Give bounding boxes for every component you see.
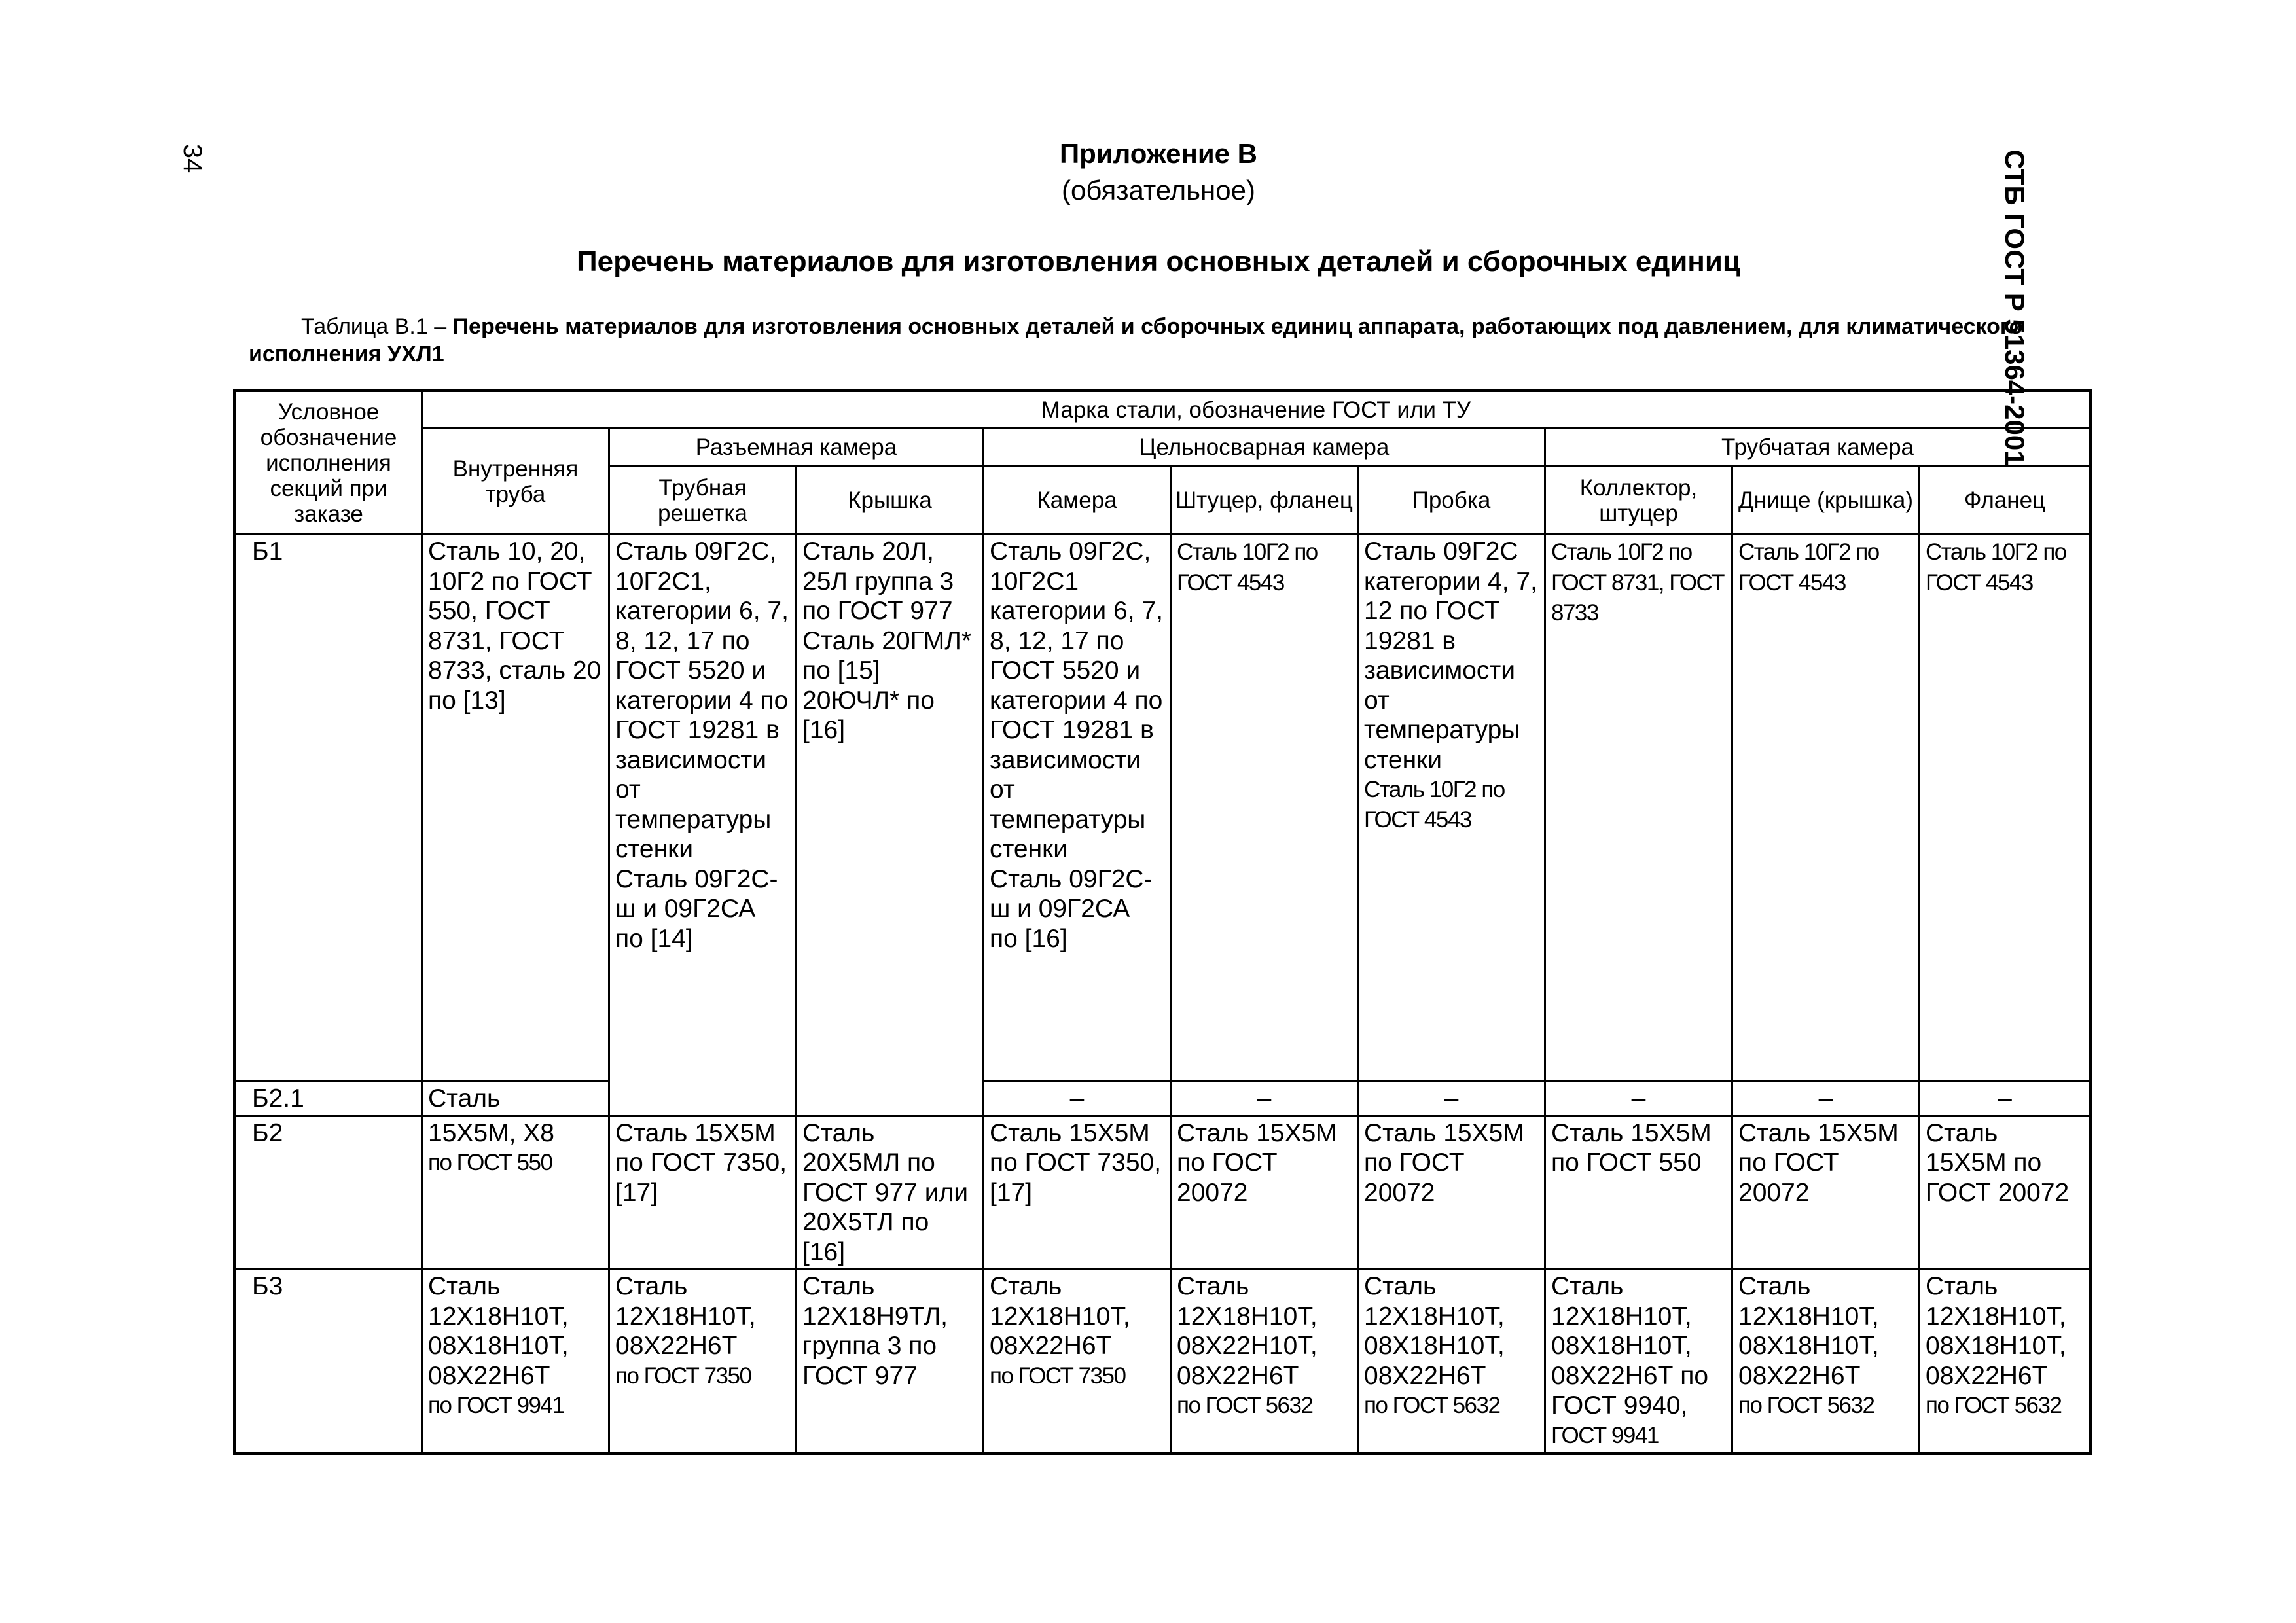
cell-text: Сталь 10Г2 по ГОСТ 8731, ГОСТ 8733 [1551,539,1724,626]
cell-text: Сталь 09Г2С-ш и 09Г2СА по [14] [615,865,778,953]
cell-plug: – [1358,1082,1545,1116]
cell-cover: Сталь 20Х5МЛ по ГОСТ 977 или 20Х5ТЛ по [16] [797,1116,984,1270]
cell-inner-tube: Сталь [422,1082,609,1116]
cell-plug [1358,1270,1545,1454]
cell-chamber [984,535,1171,1082]
header-steel-grade: Марка стали, обозначение ГОСТ или ТУ [422,391,2091,429]
cell-text: Сталь 12Х18Н10Т, 08Х18Н10Т, 08Х22Н6Т [1738,1272,1879,1390]
cell-text: 15Х5М, Х8 [428,1118,554,1147]
cell-chamber: Сталь 15Х5М по ГОСТ 7350, [17] [984,1116,1171,1270]
cell-text: Сталь 20ГМЛ* по [15] 20ЮЧЛ* по [16] [802,626,972,744]
cell-text: Сталь 09Г2С категории 4, 7, 12 по ГОСТ 19281 в зависимости от температуры стенки [1364,537,1537,774]
cell-collector-fitting [1545,1270,1732,1454]
cell-bottom-cover [1732,1270,1920,1454]
cell-cover [797,535,984,1116]
header-plug: Пробка [1358,467,1545,535]
cell-text: Сталь 10Г2 по ГОСТ 4543 [1177,539,1318,596]
cell-fitting-flange: Сталь 15Х5М по ГОСТ 20072 [1171,1116,1358,1270]
table-label: Таблица В.1 – [301,314,453,339]
row-code: Б3 [235,1270,422,1454]
table-caption [249,313,2094,368]
cell-plug: Сталь 15Х5М по ГОСТ 20072 [1358,1116,1545,1270]
section-title: Перечень материалов для изготовления основных деталей и сборочных единиц [577,245,1740,277]
header-fitting-flange: Штуцер, фланец [1171,467,1358,535]
cell-fitting-flange [1171,535,1358,1082]
appendix-status: (обязательное) [1062,175,1255,205]
page-number: 34 [178,143,207,173]
table-row [235,1270,2091,1454]
cell-tube-sheet: Сталь 15Х5М по ГОСТ 7350, [17] [609,1116,797,1270]
cell-text: Сталь 20Л, 25Л группа 3 по ГОСТ 977 [802,537,954,625]
cell-text: по ГОСТ 5632 [1738,1393,1874,1418]
cell-bottom-cover [1732,535,1920,1082]
cell-collector-fitting: Сталь 15Х5М по ГОСТ 550 [1545,1116,1732,1270]
row-code: Б1 [235,535,422,1082]
cell-text: Сталь 12Х18Н10Т, 08Х18Н10Т, 08Х22Н6Т по ГОСТ 9940, [1551,1272,1709,1419]
cell-fitting-flange [1171,1270,1358,1454]
table-row [235,535,2091,1082]
cell-cover: Сталь 12Х18Н9ТЛ, группа 3 по ГОСТ 977 [797,1270,984,1454]
cell-text: по ГОСТ 7350 [990,1363,1126,1389]
header-cover: Крышка [797,467,984,535]
cell-text: Сталь 10Г2 по ГОСТ 4543 [1738,539,1879,596]
standard-code: СТБ ГОСТ Р 51364-2001 [2000,149,2030,466]
cell-text: Сталь 09Г2С, 10Г2С1 категории 6, 7, 8, 12, 17 по ГОСТ 5520 и категории 4 по ГОСТ 19281 в зависимости от температуры стенки [990,537,1163,863]
cell-tube-sheet [609,1270,797,1454]
table-row [235,1116,2091,1270]
cell-plug [1358,535,1545,1082]
cell-text: по ГОСТ 550 [428,1150,552,1175]
cell-tube-sheet [609,535,797,1116]
header-bottom-cover: Днище (крышка) [1732,467,1920,535]
cell-text: Сталь 10Г2 по ГОСТ 4543 [1926,539,2066,596]
cell-text: Сталь 12Х18Н10Т, 08Х22Н6Т [990,1272,1130,1360]
cell-text: Сталь 12Х18Н10Т, 08Х18Н10Т, 08Х22Н6Т [1926,1272,2066,1390]
cell-text: ГОСТ 9941 [1551,1422,1659,1448]
row-code: Б2 [235,1116,422,1270]
cell-inner-tube [422,1270,609,1454]
header-tubular-chamber: Трубчатая камера [1545,429,2091,467]
cell-text: Сталь 12Х18Н10Т, 08Х22Н10Т, 08Х22Н6Т [1177,1272,1318,1390]
cell-text: Сталь 12Х18Н10Т, 08Х18Н10Т, 08Х22Н6Т [428,1272,569,1390]
cell-text: Сталь 12Х18Н10Т, 08Х22Н6Т [615,1272,756,1360]
header-collector-fitting: Коллектор, штуцер [1545,467,1732,535]
cell-text: по ГОСТ 9941 [428,1393,564,1418]
cell-text: по ГОСТ 5632 [1177,1393,1313,1418]
header-tube-sheet: Трубная решетка [609,467,797,535]
cell-text: Сталь 09Г2С-ш и 09Г2СА по [16] [990,865,1153,953]
cell-collector-fitting [1545,535,1732,1082]
cell-bottom-cover: Сталь 15Х5М по ГОСТ 20072 [1732,1116,1920,1270]
cell-text: по ГОСТ 5632 [1364,1393,1500,1418]
cell-flange [1920,1270,2091,1454]
table-row [235,1082,2091,1116]
cell-chamber: – [984,1082,1171,1116]
cell-flange: Сталь 15Х5М по ГОСТ 20072 [1920,1116,2091,1270]
cell-inner-tube [422,1116,609,1270]
header-condition: Условное обозначение исполнения секций при заказе [235,391,422,535]
header-split-chamber: Разъемная камера [609,429,984,467]
row-code: Б2.1 [235,1082,422,1116]
materials-table [233,389,2092,1455]
cell-chamber [984,1270,1171,1454]
cell-text: Сталь 09Г2С, 10Г2С1, категории 6, 7, 8, 12, 17 по ГОСТ 5520 и категории 4 по ГОСТ 19281 в зависимости от температуры стенки [615,537,789,863]
appendix-title: Приложение В [1059,138,1258,169]
cell-flange [1920,535,2091,1082]
cell-bottom-cover: – [1732,1082,1920,1116]
header-welded-chamber: Цельносварная камера [984,429,1545,467]
cell-text: Сталь 12Х18Н10Т, 08Х18Н10Т, 08Х22Н6Т [1364,1272,1505,1390]
cell-text: по ГОСТ 5632 [1926,1393,2062,1418]
table-caption-text: Перечень материалов для изготовления основных деталей и сборочных единиц аппарата, работающих под давлением, для климатического исполнения УХЛ1 [249,314,2023,366]
header-chamber: Камера [984,467,1171,535]
header-flange: Фланец [1920,467,2091,535]
header-inner-tube: Внутренняя труба [422,429,609,535]
cell-text: по ГОСТ 7350 [615,1363,751,1389]
cell-fitting-flange: – [1171,1082,1358,1116]
cell-flange: – [1920,1082,2091,1116]
cell-inner-tube: Сталь 10, 20, 10Г2 по ГОСТ 550, ГОСТ 8731, ГОСТ 8733, сталь 20 по [13] [422,535,609,1082]
cell-text: Сталь 10Г2 по ГОСТ 4543 [1364,777,1505,832]
cell-collector-fitting: – [1545,1082,1732,1116]
